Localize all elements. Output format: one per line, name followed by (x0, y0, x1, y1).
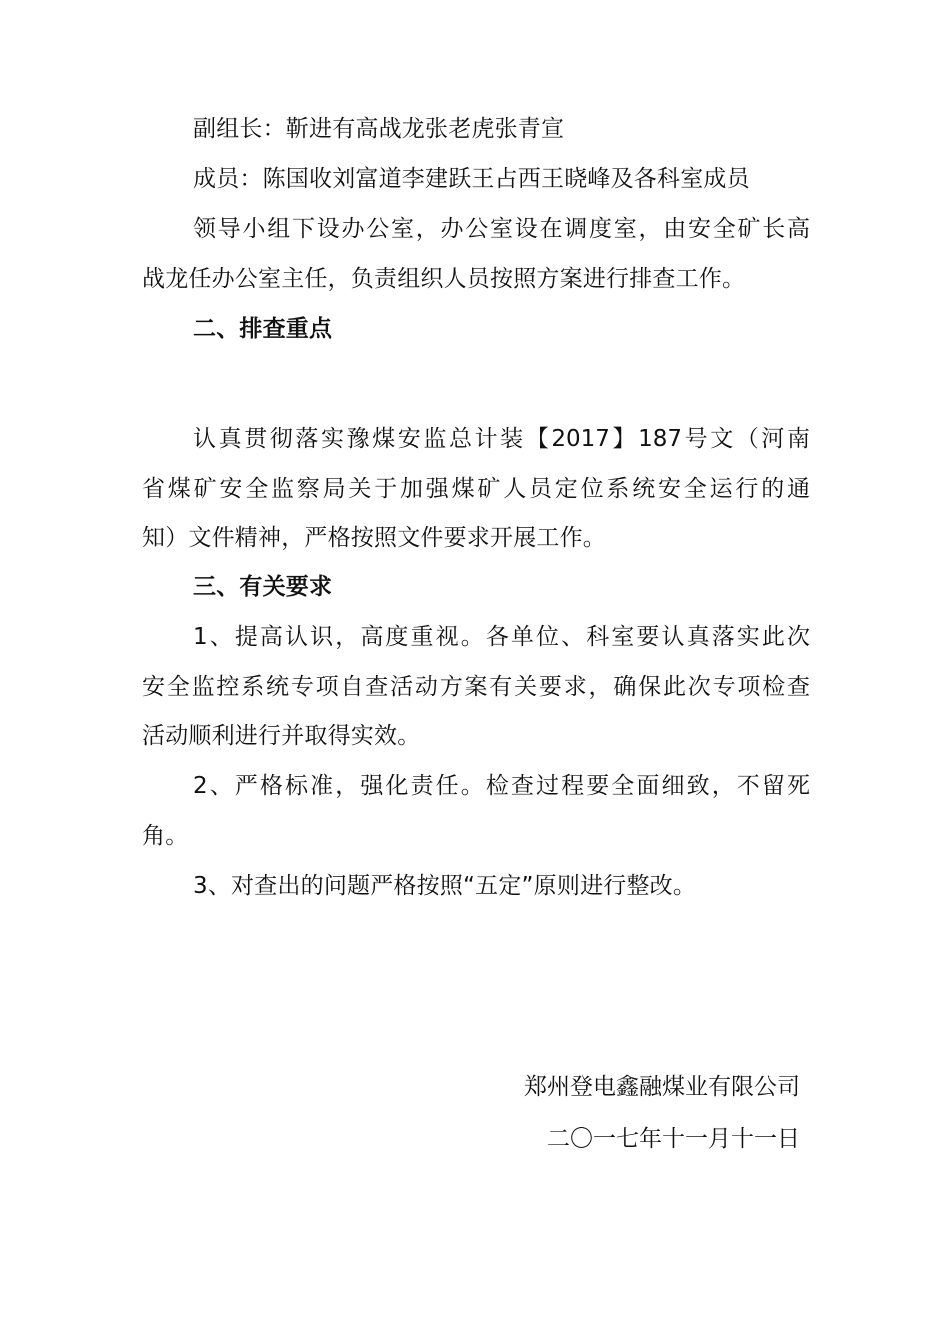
members-line: 成员：陈国收刘富道李建跃王占西王晓峰及各科室成员 (193, 166, 750, 192)
requirement-2-line-2: 角。 (142, 823, 189, 849)
focus-line-2: 省煤矿安全监察局关于加强煤矿人员定位系统安全运行的通 (142, 476, 810, 502)
section-2-heading: 二、排查重点 (193, 316, 333, 342)
deputy-leaders-line: 副组长：靳进有高战龙张老虎张青宣 (193, 116, 565, 142)
requirement-3-line-1: 3、对查出的问题严格按照“五定”原则进行整改。 (193, 873, 697, 899)
signature-company: 郑州登电鑫融煤业有限公司 (524, 1074, 800, 1100)
office-line-1: 领导小组下设办公室，办公室设在调度室，由安全矿长高 (193, 216, 810, 242)
focus-line-3: 知）文件精神，严格按照文件要求开展工作。 (142, 525, 606, 551)
signature-date: 二〇一七年十一月十一日 (547, 1126, 800, 1152)
office-line-2: 战龙任办公室主任，负责组织人员按照方案进行排查工作。 (142, 266, 746, 292)
requirement-1-line-1: 1、提高认识，高度重视。各单位、科室要认真落实此次 (193, 624, 810, 650)
section-3-heading: 三、有关要求 (193, 574, 333, 600)
requirement-1-line-3: 活动顺利进行并取得实效。 (142, 723, 421, 749)
requirement-1-line-2: 安全监控系统专项自查活动方案有关要求，确保此次专项检查 (142, 674, 810, 700)
focus-line-1: 认真贯彻落实豫煤安监总计装【2017】187号文（河南 (193, 426, 810, 452)
requirement-2-line-1: 2、严格标准，强化责任。检查过程要全面细致，不留死 (193, 773, 810, 799)
